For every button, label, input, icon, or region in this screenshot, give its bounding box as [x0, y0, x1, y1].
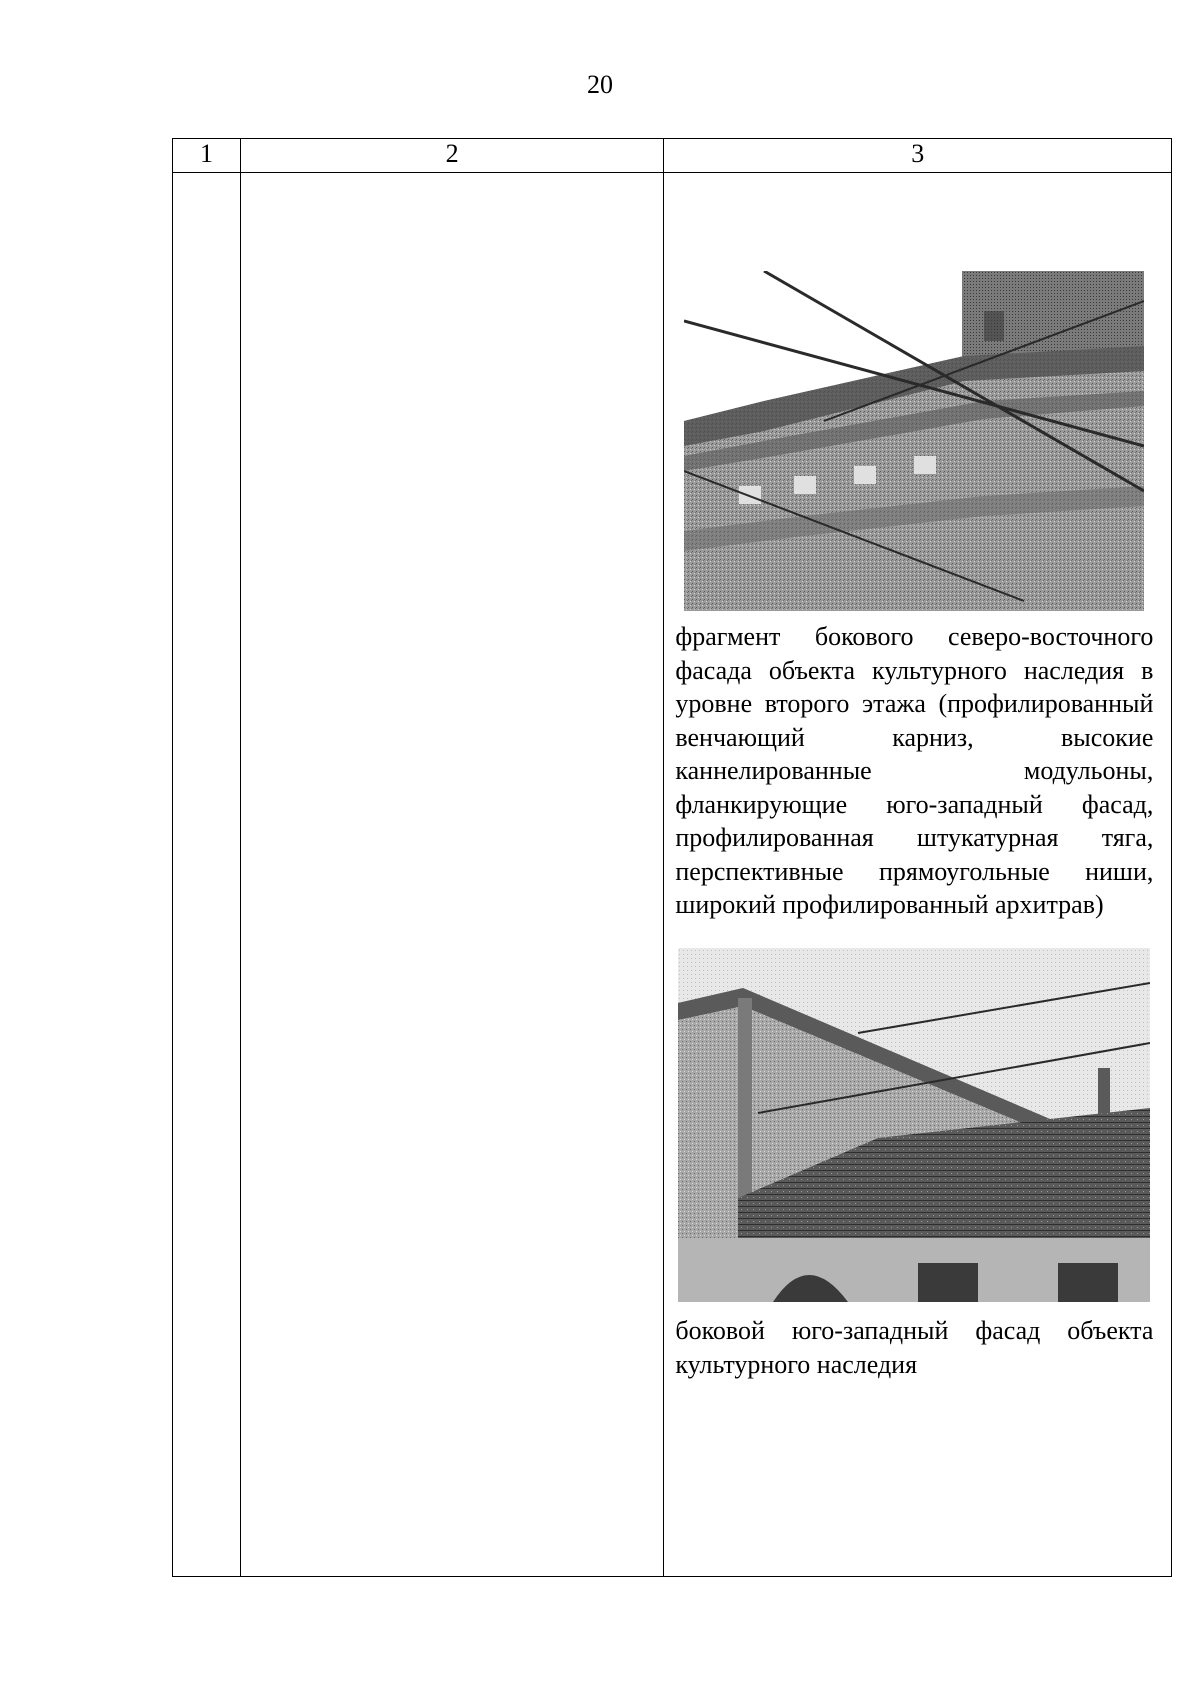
building-side-facade-photo — [678, 948, 1150, 1302]
table-row — [173, 173, 1172, 1577]
photo-caption-2: боковой юго-западный фасад объекта культурного наследия — [675, 1316, 1154, 1379]
column-header-3: 3 — [664, 139, 1172, 173]
building-cornice-photo — [684, 271, 1144, 611]
column-header-1: 1 — [173, 139, 241, 173]
table-cell-col2 — [240, 173, 664, 1577]
table-cell-col1 — [173, 173, 241, 1577]
table-cell-col3 — [664, 173, 1172, 1577]
photo-caption-1: фрагмент бокового северо-восточного фасада объекта культурного наследия в уровне второго этажа (профилированный венчающий карниз, высокие каннелированные модульоны, фланкирующие юго-западный фасад, профилированная штукатурная тяга, перспективные прямоугольные ниши, широкий профилированный архитрав) — [675, 622, 1154, 919]
document-table — [172, 138, 1172, 1577]
table-header-row — [173, 139, 1172, 173]
page-number: 20 — [587, 70, 613, 99]
column-header-2: 2 — [240, 139, 664, 173]
